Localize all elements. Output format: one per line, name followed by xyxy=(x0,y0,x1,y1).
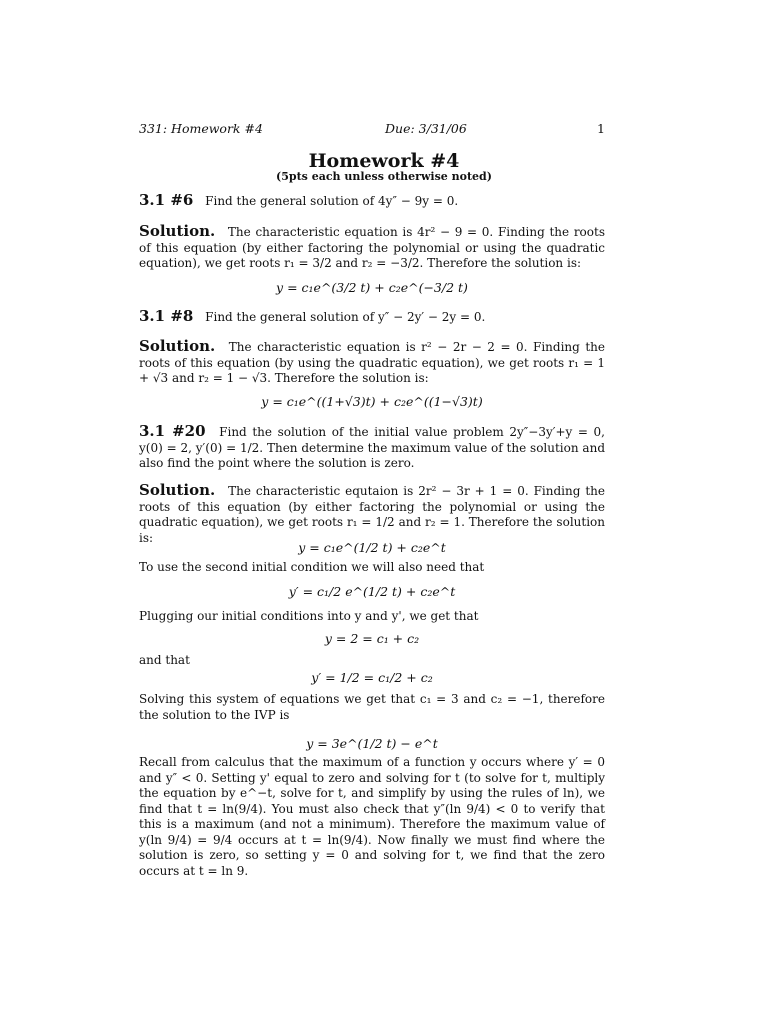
problem-1-question: Find the general solution of 4y″ − 9y = 0. xyxy=(205,194,459,208)
solution-1-equation: y = c₁e^(3/2 t) + c₂e^(−3/2 t) xyxy=(276,280,468,295)
problem-1-label: 3.1 #6 xyxy=(139,191,194,209)
solution-2-text: The characteristic equation is r² − 2r − 2 = 0. Finding the roots of this equation (by using the quadratic equation), we get roots r₁ = 1 + √3 and r₂ = 1 − √3. Therefore the solution is: xyxy=(139,340,605,385)
solution-1-label: Solution. xyxy=(139,222,216,240)
solution-3-text-3: Plugging our initial conditions into y and y', we get that xyxy=(139,609,479,623)
page-title: Homework #4 xyxy=(308,150,460,172)
solution-3-text-5: Solving this system of equations we get that c₁ = 3 and c₂ = −1, therefore the solution to the IVP is xyxy=(139,692,605,722)
problem-2 xyxy=(139,309,605,326)
solution-1 xyxy=(139,224,605,272)
solution-3-equation-4: y′ = 1/2 = c₁/2 + c₂ xyxy=(311,670,433,685)
solution-3-text-2: To use the second initial condition we will also need that xyxy=(139,560,485,574)
solution-1-text: The characteristic equation is 4r² − 9 = 0. Finding the roots of this equation (by either factoring the polynomial or using the quadratic equation), we get roots r₁ = 3/2 and r₂ = −3/2. Therefore the solution is: xyxy=(139,225,605,270)
problem-3 xyxy=(139,424,605,472)
solution-3-equation-2: y′ = c₁/2 e^(1/2 t) + c₂e^t xyxy=(288,584,456,599)
header-page-number: 1 xyxy=(597,121,605,136)
solution-3-text-4: and that xyxy=(139,653,190,667)
problem-3-label: 3.1 #20 xyxy=(139,422,206,440)
header-due-date: Due: 3/31/06 xyxy=(385,121,467,136)
solution-3-equation-3: y = 2 = c₁ + c₂ xyxy=(324,631,420,646)
solution-2 xyxy=(139,339,605,387)
solution-3-equation-5: y = 3e^(1/2 t) − e^t xyxy=(306,736,438,751)
page-subtitle: (5pts each unless otherwise noted) xyxy=(276,170,492,183)
solution-3-equation-1: y = c₁e^(1/2 t) + c₂e^t xyxy=(298,540,446,555)
problem-1 xyxy=(139,193,605,210)
solution-3-text-6: Recall from calculus that the maximum of a function y occurs where y′ = 0 and y″ < 0. Setting y' equal to zero and solving for t (to solve for t, multiply the equation by e^−t, solve for t, and simplify by using the rules of ln), we find that t = ln(9/4). You must also check that y″(ln 9/4) < 0 to verify that this is a maximum (and not a minimum). Therefore the maximum value of y(ln 9/4) = 9/4 occurs at t = ln(9/4). Now finally we must find where the solution is zero, so setting y = 0 and solving for t, we find that the zero occurs at t = ln 9. xyxy=(139,755,605,878)
header-course: 331: Homework #4 xyxy=(139,121,263,136)
problem-2-label: 3.1 #8 xyxy=(139,307,194,325)
solution-2-equation: y = c₁e^((1+√3)t) + c₂e^((1−√3)t) xyxy=(261,394,483,409)
solution-3-text: The characteristic equtaion is 2r² − 3r + 1 = 0. Finding the roots of this equation (by either factoring the polynomial or using the quadratic equation), we get roots r₁ = 1/2 and r₂ = 1. Therefore the solution is: xyxy=(139,484,605,545)
problem-3-question: Find the solution of the initial value problem 2y″−3y′+y = 0, y(0) = 2, y′(0) = 1/2. Then determine the maximum value of the solution and also find the point where the solution is zero. xyxy=(139,425,605,470)
solution-3-label: Solution. xyxy=(139,481,216,499)
problem-2-question: Find the general solution of y″ − 2y′ − 2y = 0. xyxy=(205,310,486,324)
solution-3 xyxy=(139,483,605,546)
solution-2-label: Solution. xyxy=(139,337,216,355)
